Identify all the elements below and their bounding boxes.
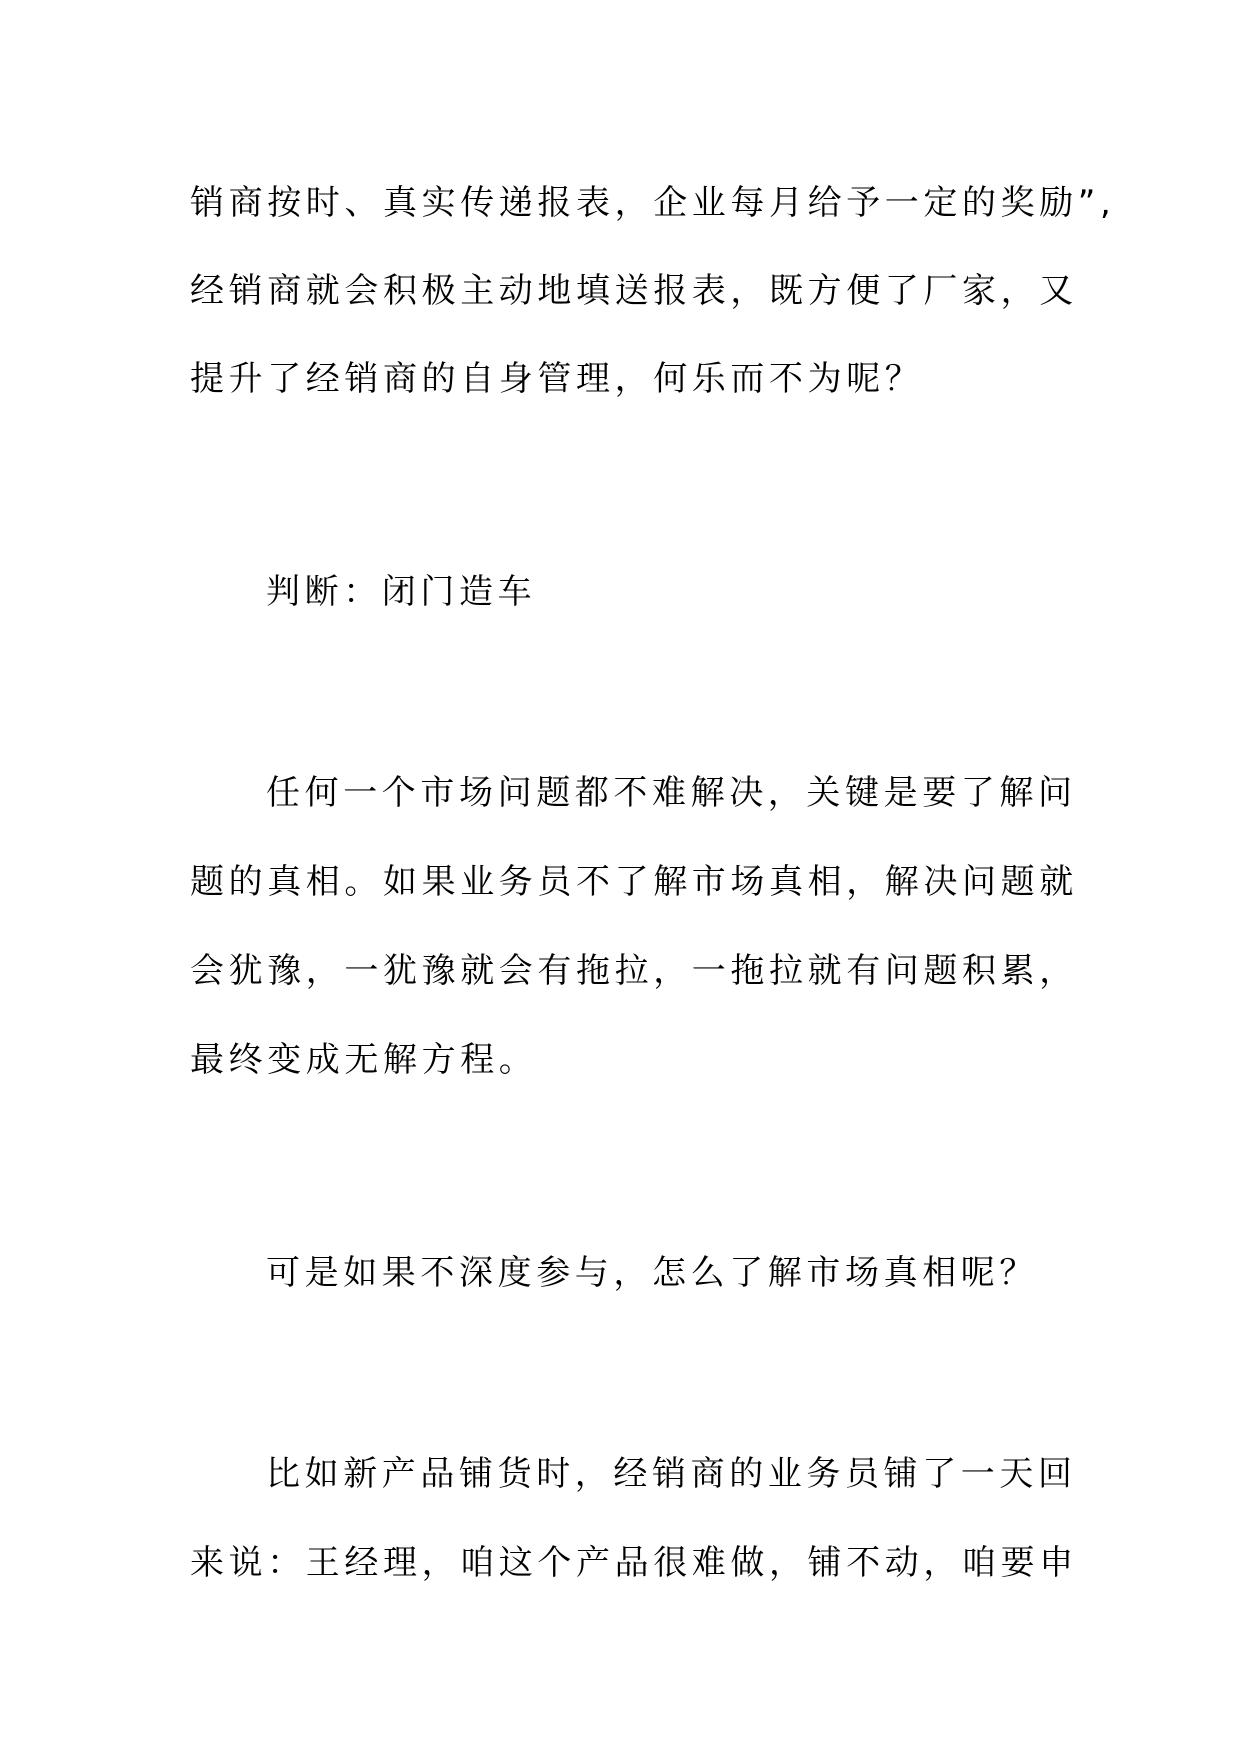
paragraph-5-line-1: 比如新产品铺货时，经销商的业务员铺了一天回 (266, 1454, 1077, 1494)
paragraph-1-line-3: 提升了经销商的自身管理，何乐而不为呢？ (190, 359, 924, 399)
paragraph-4-line-1: 可是如果不深度参与，怎么了解市场真相呢？ (266, 1253, 1038, 1293)
paragraph-3-line-3: 会犹豫，一犹豫就会有拖拉，一拖拉就有问题积累， (190, 951, 1078, 991)
section-judgment-line: 判断：闭门造车 (266, 572, 537, 612)
paragraph-1-line-2: 经销商就会积极主动地填送报表，既方便了厂家，又 (190, 271, 1078, 311)
paragraph-3-line-1: 任何一个市场问题都不难解决，关键是要了解问 (266, 773, 1077, 813)
paragraph-3-line-4: 最终变成无解方程。 (190, 1040, 538, 1080)
paragraph-3-line-2: 题的真相。如果业务员不了解市场真相，解决问题就 (190, 862, 1078, 902)
paragraph-5-line-2: 来说：王经理，咱这个产品很难做，铺不动，咱要申 (190, 1543, 1078, 1583)
paragraph-1-line-1: 销商按时、真实传递报表，企业每月给予一定的奖励”, (190, 183, 1116, 223)
